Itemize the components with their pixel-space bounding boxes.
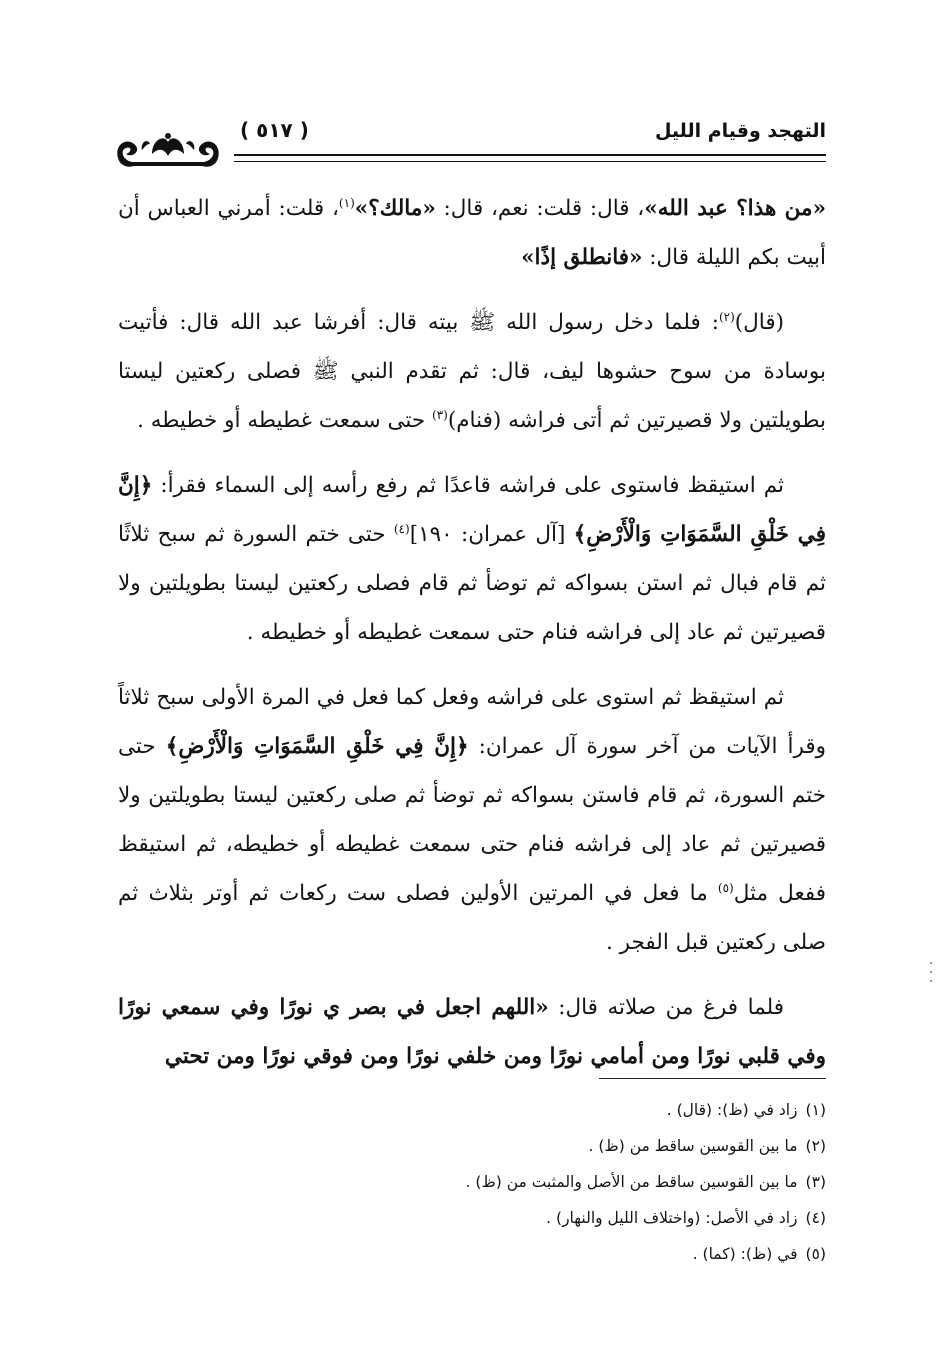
footnote-text: ما بين القوسين ساقط من الأصل والمثبت من (ظ) . <box>465 1173 798 1191</box>
footnote <box>126 1092 826 1128</box>
text-segment: ثم استيقظ فاستوى على فراشه قاعدًا ثم رفع رأسه إلى السماء فقرأ: <box>152 473 784 498</box>
footnote-number: (٥) <box>805 1245 826 1263</box>
footnote <box>126 1200 826 1236</box>
text-segment: حتى سمعت غطيطه أو خطيطه . <box>137 408 432 433</box>
running-title: التهجد وقيام الليل <box>654 120 826 142</box>
footnotes <box>126 1092 826 1272</box>
header-rule-thin <box>234 161 826 162</box>
text-segment: حتى ختم السورة ثم سبح ثلاثًا ثم قام فبال ثم استن بسواكه ثم توضأ ثم قام فصلى ركعتين ليستا بطويلتين ولا قصيرتين ثم عاد إلى فراشه فنام حتى سمعت غطيطه أو خطيطه . <box>118 522 826 645</box>
paragraph <box>118 983 826 1081</box>
footnote-number: (٣) <box>805 1173 826 1191</box>
footnote-text: زاد في الأصل: (واختلاف الليل والنهار) . <box>546 1209 798 1227</box>
footnote-ref: (٢) <box>718 309 735 324</box>
emphasized-text: ﴿إِنَّ فِي خَلْقِ السَّمَوَاتِ وَالْأَرْضِ﴾ <box>165 734 469 759</box>
text-segment: فلما فرغ من صلاته قال: <box>548 995 785 1020</box>
footnote-number: (٢) <box>805 1137 826 1155</box>
footnote-text: زاد في (ظ): (قال) . <box>666 1101 798 1119</box>
footnote-number: (٤) <box>805 1209 826 1227</box>
main-text <box>118 184 826 1097</box>
emphasized-text: «اللهم اجعل في بصر ي نورًا وفي سمعي نورًا وفي قلبي نورًا ومن أمامي نورًا ومن خلفي نورًا ومن فوقي نورًا ومن تحتي <box>118 995 826 1069</box>
text-segment: ما فعل في المرتين الأولين فصلى ست ركعات ثم أوتر بثلاث ثم صلى ركعتين قبل الفجر . <box>118 881 826 955</box>
emphasized-text: «من هذا؟ عبد الله» <box>644 196 827 221</box>
footnote-ref: (٥) <box>717 880 734 895</box>
footnote-ref: (١) <box>338 195 355 210</box>
paragraph <box>118 184 826 282</box>
text-segment: [آل عمران: ١٩٠] <box>409 522 574 547</box>
floral-ornament-icon <box>112 124 224 172</box>
footnote-ref: (٤) <box>393 521 410 536</box>
emphasized-text: «مالك؟» <box>354 196 436 221</box>
paragraph <box>118 298 826 445</box>
emphasized-text: «فانطلق إذًا» <box>521 245 643 270</box>
footnote-ref: (٣) <box>432 407 448 422</box>
header-rule-thick <box>234 154 826 156</box>
margin-dots <box>930 960 932 984</box>
paragraph <box>118 461 826 657</box>
page-number: ( ٥١٧ ) <box>240 118 309 142</box>
footnote-number: (١) <box>805 1101 826 1119</box>
footnote <box>126 1164 826 1200</box>
page-header <box>112 112 826 174</box>
paragraph <box>118 673 826 967</box>
footnote <box>126 1236 826 1272</box>
footnote <box>126 1128 826 1164</box>
text-segment: ، قال: قلت: نعم، قال: <box>435 196 645 221</box>
emphasized-text: ﴿إِنَّ فِي خَلْقِ السَّمَوَاتِ وَالْأَرْضِ﴾ <box>118 473 826 547</box>
text-segment: حتى ختم السورة، ثم قام فاستن بسواكه ثم توضأ ثم صلى ركعتين ليستا بطويلتين ولا قصيرتين ثم عاد إلى فراشه فنام حتى سمعت غطيطه أو خطيطه، ثم استيقظ ففعل مثل <box>118 734 826 906</box>
text-segment: : فلما دخل رسول الله ﷺ بيته قال: أفرشا عبد الله قال: فأتيت بوسادة من سوح حشوها ليف، قال: ثم تقدم النبي ﷺ فصلى ركعتين ليستا بطويلتين ولا قصيرتين ثم أتى فراشه (فنام) <box>118 310 826 433</box>
footnote-text: في (ظ): (كما) . <box>692 1245 798 1263</box>
footnote-separator <box>599 1078 826 1079</box>
text-segment: ، قلت: أمرني العباس أن أبيت بكم الليلة قال: <box>118 196 826 270</box>
footnote-text: ما بين القوسين ساقط من (ظ) . <box>588 1137 798 1155</box>
text-segment: (قال) <box>734 310 784 335</box>
text-segment: ثم استيقظ ثم استوى على فراشه وفعل كما فعل في المرة الأولى سبح ثلاثاً وقرأ الآيات من آخر سورة آل عمران: <box>118 685 826 759</box>
